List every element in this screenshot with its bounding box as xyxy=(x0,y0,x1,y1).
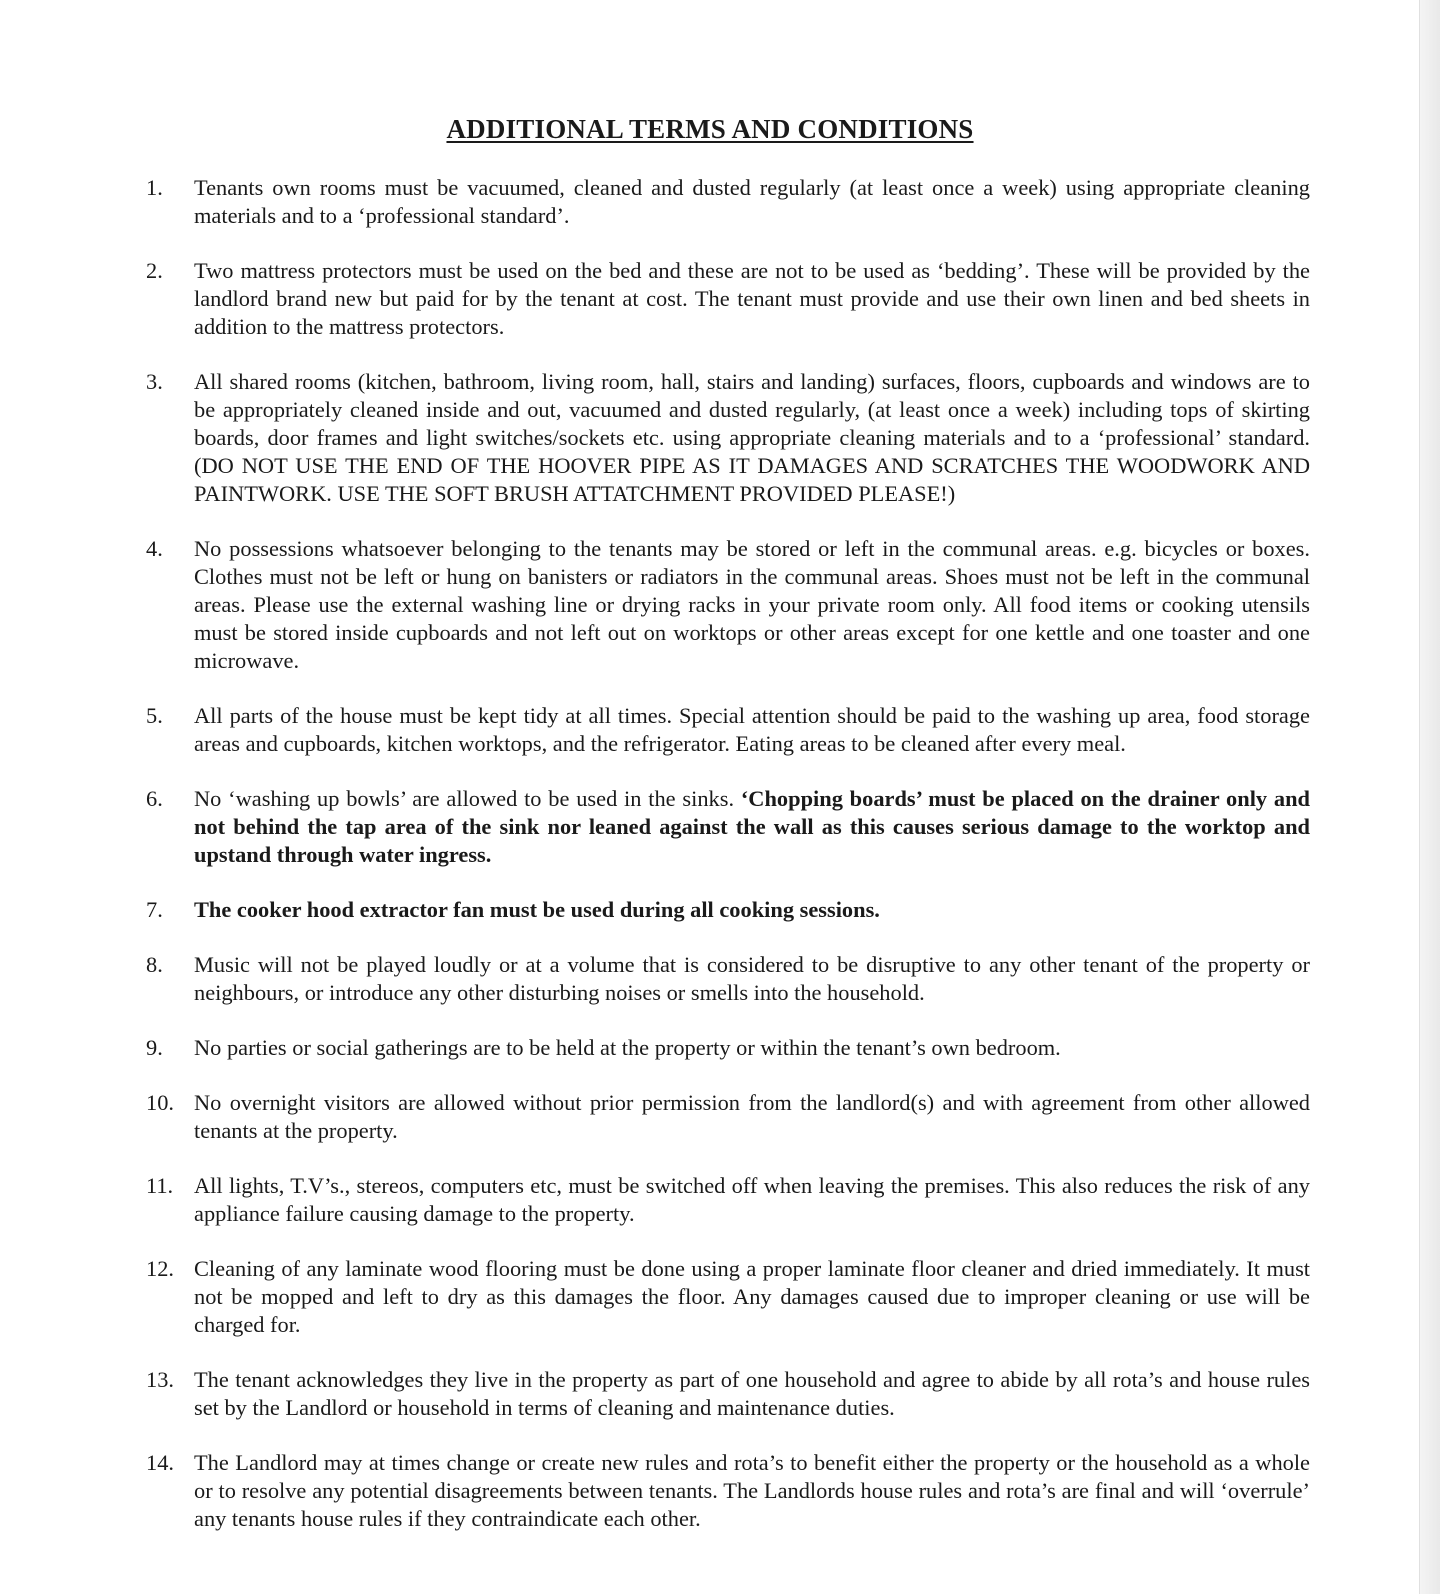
term-item xyxy=(146,1172,1310,1228)
term-segment: The Landlord may at times change or create new rules and rota’s to benefit either the property or the household as a whole or to resolve any potential disagreements between tenants. The Landlords house rules and rota’s are final and will ‘overrule’ any tenants house rules if they contraindicate each other. xyxy=(194,1450,1310,1531)
term-segment: No ‘washing up bowls’ are allowed to be used in the sinks. xyxy=(194,786,741,811)
term-text xyxy=(194,1450,1310,1531)
term-number: 13. xyxy=(146,1367,174,1392)
term-text xyxy=(194,258,1310,339)
term-number: 8. xyxy=(146,952,163,977)
term-segment: All lights, T.V’s., stereos, computers etc, must be switched off when leaving the premises. This also reduces the risk of any appliance failure causing damage to the property. xyxy=(194,1173,1310,1226)
term-text xyxy=(194,1035,1061,1060)
term-number: 10. xyxy=(146,1090,174,1115)
term-item xyxy=(146,1034,1310,1062)
term-bold-segment: The cooker hood extractor fan must be used during all cooking sessions. xyxy=(194,897,880,922)
document-title: ADDITIONAL TERMS AND CONDITIONS xyxy=(446,114,974,144)
term-item xyxy=(146,1449,1310,1533)
term-number: 14. xyxy=(146,1450,174,1475)
term-item xyxy=(146,174,1310,230)
term-text xyxy=(194,952,1310,1005)
term-text xyxy=(194,703,1310,756)
term-segment: No possessions whatsoever belonging to the tenants may be stored or left in the communal areas. e.g. bicycles or boxes. Clothes must not be left or hung on banisters or radiators in the communal areas. Shoes must not be left in the communal areas. Please use the external washing line or drying racks in your private room only. All food items or cooking utensils must be stored inside cupboards and not left out on worktops or other areas except for one kettle and one toaster and one microwave. xyxy=(194,536,1310,673)
term-segment: Tenants own rooms must be vacuumed, cleaned and dusted regularly (at least once a week) using appropriate cleaning materials and to a ‘professional standard’. xyxy=(194,175,1310,228)
term-number: 3. xyxy=(146,369,163,394)
term-segment: No overnight visitors are allowed without prior permission from the landlord(s) and with agreement from other allowed tenants at the property. xyxy=(194,1090,1310,1143)
term-text xyxy=(194,1256,1310,1337)
terms-list xyxy=(146,174,1310,1560)
term-segment: No parties or social gatherings are to be held at the property or within the tenant’s own bedroom. xyxy=(194,1035,1061,1060)
term-segment: All parts of the house must be kept tidy at all times. Special attention should be paid to the washing up area, food storage areas and cupboards, kitchen worktops, and the refrigerator. Eating areas to be cleaned after every meal. xyxy=(194,703,1310,756)
term-bold-segment: ‘Chopping boards’ must be placed on the drainer only and not behind the tap area of the sink nor leaned against the wall as this causes serious damage to the worktop and upstand through water ingress. xyxy=(194,786,1311,867)
term-number: 11. xyxy=(146,1173,174,1198)
term-segment: The tenant acknowledges they live in the property as part of one household and agree to abide by all rota’s and house rules set by the Landlord or household in terms of cleaning and maintenance duties. xyxy=(194,1367,1310,1420)
term-number: 7. xyxy=(146,897,163,922)
term-item xyxy=(146,1255,1310,1339)
term-item xyxy=(146,951,1310,1007)
term-text xyxy=(194,897,880,922)
term-text xyxy=(194,369,1310,506)
term-segment: Two mattress protectors must be used on the bed and these are not to be used as ‘bedding’. These will be provided by the landlord brand new but paid for by the tenant at cost. The tenant must provide and use their own linen and bed sheets in addition to the mattress protectors. xyxy=(194,258,1310,339)
term-text xyxy=(194,1090,1310,1143)
term-item xyxy=(146,1366,1310,1422)
term-item xyxy=(146,257,1310,341)
term-text xyxy=(194,175,1310,228)
term-item xyxy=(146,896,1310,924)
term-number: 6. xyxy=(146,786,163,811)
term-text xyxy=(194,1367,1310,1420)
term-item xyxy=(146,368,1310,508)
term-number: 9. xyxy=(146,1035,163,1060)
page-edge xyxy=(1419,0,1440,1594)
term-segment: Cleaning of any laminate wood flooring must be done using a proper laminate floor cleaner and dried immediately. It must not be mopped and left to dry as this damages the floor. Any damages caused due to improper cleaning or use will be charged for. xyxy=(194,1256,1310,1337)
term-number: 2. xyxy=(146,258,163,283)
term-text xyxy=(194,786,1310,867)
term-segment: All shared rooms (kitchen, bathroom, living room, hall, stairs and landing) surfaces, floors, cupboards and windows are to be appropriately cleaned inside and out, vacuumed and dusted regularly, (at least once a week) including tops of skirting boards, door frames and light switches/sockets etc. using appropriate cleaning materials and to a ‘professional’ standard. (DO NOT USE THE END OF THE HOOVER PIPE AS IT DAMAGES AND SCRATCHES THE WOODWORK AND PAINTWORK. USE THE SOFT BRUSH ATTATCHMENT PROVIDED PLEASE!) xyxy=(194,369,1310,506)
term-item xyxy=(146,702,1310,758)
term-number: 1. xyxy=(146,175,163,200)
term-item xyxy=(146,535,1310,675)
term-item xyxy=(146,1089,1310,1145)
term-segment: Music will not be played loudly or at a volume that is considered to be disruptive to any other tenant of the property or neighbours, or introduce any other disturbing noises or smells into the household. xyxy=(194,952,1310,1005)
term-number: 5. xyxy=(146,703,163,728)
term-number: 12. xyxy=(146,1256,174,1281)
term-number: 4. xyxy=(146,536,163,561)
term-text xyxy=(194,536,1310,673)
term-item xyxy=(146,785,1310,869)
term-text xyxy=(194,1173,1310,1226)
